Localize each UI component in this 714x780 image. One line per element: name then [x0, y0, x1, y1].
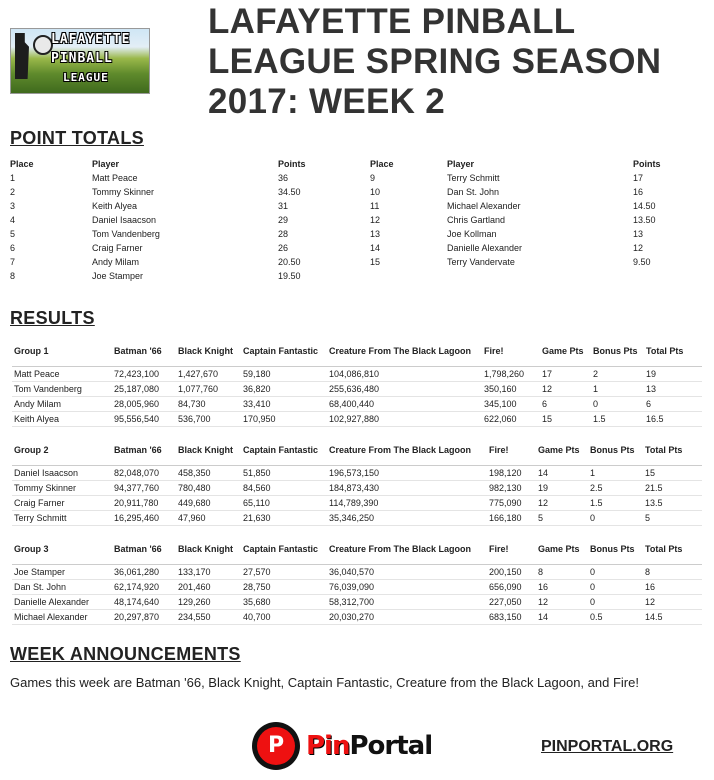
- point-totals-heading: POINT TOTALS: [10, 128, 144, 148]
- column-header: Captain Fantastic: [243, 346, 319, 356]
- score-cell: 114,789,390: [329, 498, 379, 508]
- score-cell: 16: [538, 582, 549, 592]
- place-cell: 11: [370, 201, 380, 211]
- score-cell: 72,423,100: [114, 369, 160, 379]
- points-cell: 20.50: [278, 257, 301, 267]
- table-header-row: [12, 435, 702, 466]
- column-header: Game Pts: [542, 346, 584, 356]
- score-cell: 1,798,260: [484, 369, 525, 379]
- score-cell: 68,400,440: [329, 399, 375, 409]
- score-cell: 59,180: [243, 369, 271, 379]
- score-cell: 775,090: [489, 498, 522, 508]
- score-cell: 15: [542, 414, 553, 424]
- score-cell: 536,700: [178, 414, 211, 424]
- score-cell: 19: [538, 483, 549, 493]
- place-cell: 9: [370, 173, 376, 183]
- place-cell: 7: [10, 257, 16, 267]
- score-cell: 166,180: [489, 513, 522, 523]
- score-cell: 21,630: [243, 513, 271, 523]
- column-header: Black Knight: [178, 544, 234, 554]
- points-cell: 12: [633, 243, 644, 253]
- score-cell: 129,260: [178, 597, 211, 607]
- group-name: Group 3: [14, 544, 49, 554]
- column-header: Bonus Pts: [593, 346, 638, 356]
- score-cell: 82,048,070: [114, 468, 160, 478]
- player-cell: Tommy Skinner: [14, 483, 77, 493]
- score-cell: 58,312,700: [329, 597, 375, 607]
- player-cell: Terry Vandervate: [447, 257, 515, 267]
- player-cell: Tom Vandenberg: [14, 384, 82, 394]
- column-header: Creature From The Black Lagoon: [329, 544, 472, 554]
- column-header: Game Pts: [538, 445, 580, 455]
- points-cell: 34.50: [278, 187, 301, 197]
- score-cell: 76,039,090: [329, 582, 375, 592]
- score-cell: 8: [538, 567, 544, 577]
- place-cell: 2: [10, 187, 16, 197]
- score-cell: 1,427,670: [178, 369, 219, 379]
- score-cell: 622,060: [484, 414, 517, 424]
- column-header-player: Player: [447, 158, 475, 169]
- score-cell: 16: [645, 582, 656, 592]
- table-row: [10, 241, 350, 255]
- score-cell: 94,377,760: [114, 483, 160, 493]
- logo-line-3: LEAGUE: [63, 71, 109, 84]
- score-cell: 14: [538, 468, 549, 478]
- score-cell: 0: [593, 399, 599, 409]
- player-cell: Joe Kollman: [447, 229, 497, 239]
- score-cell: 0: [590, 597, 596, 607]
- place-cell: 1: [10, 173, 16, 183]
- column-header: Game Pts: [538, 544, 580, 554]
- table-row: [12, 367, 702, 382]
- page-header: [10, 2, 710, 121]
- points-cell: 29: [278, 215, 289, 225]
- score-cell: 2: [593, 369, 599, 379]
- table-row: [12, 382, 702, 397]
- place-cell: 3: [10, 201, 16, 211]
- player-cell: Matt Peace: [92, 173, 138, 183]
- score-cell: 255,636,480: [329, 384, 380, 394]
- score-cell: 13.5: [645, 498, 663, 508]
- score-cell: 0: [590, 513, 596, 523]
- score-cell: 27,570: [243, 567, 271, 577]
- table-row: [12, 580, 702, 595]
- player-cell: Terry Schmitt: [14, 513, 67, 523]
- table-header-row: [12, 534, 702, 565]
- score-cell: 982,130: [489, 483, 522, 493]
- player-cell: Keith Alyea: [92, 201, 138, 211]
- score-cell: 170,950: [243, 414, 276, 424]
- score-cell: 28,005,960: [114, 399, 160, 409]
- player-cell: Tommy Skinner: [92, 187, 155, 197]
- score-cell: 84,730: [178, 399, 206, 409]
- column-header: Fire!: [484, 346, 504, 356]
- score-cell: 1: [590, 468, 596, 478]
- score-cell: 36,061,280: [114, 567, 160, 577]
- score-cell: 28,750: [243, 582, 271, 592]
- indiana-state-icon: [15, 33, 29, 79]
- column-header-player: Player: [92, 158, 120, 169]
- table-row: [12, 412, 702, 427]
- logo-line-2: PINBALL: [51, 51, 113, 66]
- logo-line-1: LAFAYETTE: [51, 32, 131, 47]
- table-row: [10, 199, 350, 213]
- column-header: Fire!: [489, 445, 509, 455]
- page-title: LAFAYETTE PINBALL LEAGUE SPRING SEASON 2017: WEEK 2: [208, 2, 662, 121]
- score-cell: 449,680: [178, 498, 211, 508]
- brand-pin: Pin: [306, 731, 350, 761]
- table-row: [10, 269, 350, 283]
- score-cell: 1.5: [590, 498, 603, 508]
- week-announcements-heading: WEEK ANNOUNCEMENTS: [10, 644, 241, 664]
- table-row: [12, 481, 702, 496]
- results-heading: RESULTS: [10, 308, 95, 328]
- column-header-place: Place: [10, 158, 34, 169]
- player-cell: Joe Stamper: [92, 271, 144, 281]
- score-cell: 8: [645, 567, 651, 577]
- player-cell: Chris Gartland: [447, 215, 506, 225]
- score-cell: 200,150: [489, 567, 522, 577]
- place-cell: 14: [370, 243, 381, 253]
- table-row: [10, 185, 350, 199]
- table-row: [12, 397, 702, 412]
- score-cell: 36,040,570: [329, 567, 375, 577]
- score-cell: 12: [645, 597, 656, 607]
- player-cell: Joe Stamper: [14, 567, 66, 577]
- score-cell: 780,480: [178, 483, 211, 493]
- score-cell: 0: [590, 567, 596, 577]
- player-cell: Dan St. John: [14, 582, 67, 592]
- score-cell: 21.5: [645, 483, 663, 493]
- pinportal-logo[interactable]: [252, 722, 452, 774]
- place-cell: 13: [370, 229, 381, 239]
- table-row: [370, 213, 710, 227]
- table-row: [370, 185, 710, 199]
- table-row: [10, 227, 350, 241]
- score-cell: 1: [593, 384, 599, 394]
- point-totals-table-left: [10, 156, 350, 283]
- column-header: Total Pts: [645, 445, 683, 455]
- score-cell: 345,100: [484, 399, 517, 409]
- state-seal-icon: [33, 35, 53, 55]
- score-cell: 227,050: [489, 597, 522, 607]
- score-cell: 0.5: [590, 612, 603, 622]
- table-row: [10, 171, 350, 185]
- column-header-place: Place: [370, 158, 394, 169]
- column-header: Captain Fantastic: [243, 445, 319, 455]
- player-cell: Craig Farner: [92, 243, 143, 253]
- table-row: [370, 227, 710, 241]
- points-cell: 16: [633, 187, 644, 197]
- column-header-points: Points: [278, 158, 306, 169]
- table-row: [10, 213, 350, 227]
- score-cell: 2.5: [590, 483, 603, 493]
- score-cell: 6: [646, 399, 652, 409]
- score-cell: 5: [538, 513, 544, 523]
- points-cell: 9.50: [633, 257, 651, 267]
- score-cell: 25,187,080: [114, 384, 160, 394]
- place-cell: 10: [370, 187, 381, 197]
- score-cell: 14: [538, 612, 549, 622]
- score-cell: 5: [645, 513, 651, 523]
- score-cell: 95,556,540: [114, 414, 160, 424]
- table-row: [12, 565, 702, 580]
- player-cell: Daniel Isaacson: [92, 215, 157, 225]
- score-cell: 15: [645, 468, 656, 478]
- table-row: [12, 610, 702, 625]
- score-cell: 20,911,780: [114, 498, 159, 508]
- column-header: Bonus Pts: [590, 544, 635, 554]
- score-cell: 36,820: [243, 384, 271, 394]
- score-cell: 16.5: [646, 414, 664, 424]
- place-cell: 6: [10, 243, 16, 253]
- table-row: [370, 241, 710, 255]
- score-cell: 48,174,640: [114, 597, 160, 607]
- score-cell: 350,160: [484, 384, 517, 394]
- score-cell: 133,170: [178, 567, 211, 577]
- score-cell: 13: [646, 384, 657, 394]
- place-cell: 15: [370, 257, 381, 267]
- score-cell: 35,680: [243, 597, 271, 607]
- player-cell: Matt Peace: [14, 369, 60, 379]
- points-cell: 14.50: [633, 201, 656, 211]
- score-cell: 201,460: [178, 582, 211, 592]
- table-row: [370, 255, 710, 269]
- score-cell: 198,120: [489, 468, 522, 478]
- score-cell: 12: [542, 384, 553, 394]
- points-cell: 19.50: [278, 271, 301, 281]
- score-cell: 33,410: [243, 399, 271, 409]
- score-cell: 1,077,760: [178, 384, 219, 394]
- results-table-group-3: [12, 534, 702, 625]
- score-cell: 12: [538, 498, 549, 508]
- player-cell: Tom Vandenberg: [92, 229, 160, 239]
- column-header: Batman '66: [114, 346, 162, 356]
- player-cell: Michael Alexander: [447, 201, 521, 211]
- score-cell: 51,850: [243, 468, 271, 478]
- score-cell: 40,700: [243, 612, 271, 622]
- column-header: Total Pts: [645, 544, 683, 554]
- player-cell: Michael Alexander: [14, 612, 88, 622]
- score-cell: 17: [542, 369, 553, 379]
- player-cell: Danielle Alexander: [447, 243, 523, 253]
- player-cell: Andy Milam: [14, 399, 62, 409]
- table-row: [10, 255, 350, 269]
- score-cell: 14.5: [645, 612, 663, 622]
- player-cell: Craig Farner: [14, 498, 65, 508]
- points-cell: 28: [278, 229, 289, 239]
- score-cell: 458,350: [178, 468, 211, 478]
- column-header: Black Knight: [178, 445, 234, 455]
- column-header: Batman '66: [114, 544, 162, 554]
- league-logo: [10, 28, 150, 94]
- pinportal-icon: P: [252, 722, 300, 770]
- points-cell: 31: [278, 201, 289, 211]
- score-cell: 234,550: [178, 612, 211, 622]
- announcement-text: Games this week are Batman '66, Black Knight, Captain Fantastic, Creature from the Black Lagoon, and Fire!: [10, 675, 639, 690]
- place-cell: 8: [10, 271, 16, 281]
- player-cell: Danielle Alexander: [14, 597, 90, 607]
- point-totals-table-right: [370, 156, 710, 269]
- table-row: [370, 199, 710, 213]
- points-cell: 13.50: [633, 215, 656, 225]
- player-cell: Dan St. John: [447, 187, 500, 197]
- points-cell: 13: [633, 229, 644, 239]
- column-header: Total Pts: [646, 346, 684, 356]
- column-header: Batman '66: [114, 445, 162, 455]
- table-row: [12, 595, 702, 610]
- score-cell: 62,174,920: [114, 582, 160, 592]
- score-cell: 12: [538, 597, 549, 607]
- results-table-group-1: [12, 336, 702, 427]
- score-cell: 184,873,430: [329, 483, 380, 493]
- score-cell: 19: [646, 369, 657, 379]
- column-header: Creature From The Black Lagoon: [329, 346, 472, 356]
- score-cell: 47,960: [178, 513, 206, 523]
- score-cell: 656,090: [489, 582, 522, 592]
- score-cell: 20,030,270: [329, 612, 375, 622]
- score-cell: 35,346,250: [329, 513, 375, 523]
- place-cell: 12: [370, 215, 381, 225]
- group-name: Group 1: [14, 346, 49, 356]
- player-cell: Keith Alyea: [14, 414, 60, 424]
- column-header-points: Points: [633, 158, 661, 169]
- table-header-row: [12, 336, 702, 367]
- points-cell: 26: [278, 243, 289, 253]
- player-cell: Daniel Isaacson: [14, 468, 79, 478]
- group-name: Group 2: [14, 445, 49, 455]
- column-header: Black Knight: [178, 346, 234, 356]
- score-cell: 102,927,880: [329, 414, 380, 424]
- table-row: [12, 511, 702, 526]
- score-cell: 20,297,870: [114, 612, 160, 622]
- points-cell: 36: [278, 173, 289, 183]
- player-cell: Terry Schmitt: [447, 173, 500, 183]
- table-row: [370, 171, 710, 185]
- column-header: Fire!: [489, 544, 509, 554]
- score-cell: 65,110: [243, 498, 270, 508]
- score-cell: 84,560: [243, 483, 271, 493]
- score-cell: 683,150: [489, 612, 522, 622]
- place-cell: 4: [10, 215, 16, 225]
- player-cell: Andy Milam: [92, 257, 140, 267]
- place-cell: 5: [10, 229, 16, 239]
- score-cell: 196,573,150: [329, 468, 380, 478]
- pinportal-link[interactable]: PINPORTAL.ORG: [541, 738, 674, 755]
- score-cell: 6: [542, 399, 548, 409]
- points-cell: 17: [633, 173, 644, 183]
- table-row: [12, 496, 702, 511]
- column-header: Captain Fantastic: [243, 544, 319, 554]
- results-table-group-2: [12, 435, 702, 526]
- score-cell: 1.5: [593, 414, 606, 424]
- score-cell: 16,295,460: [114, 513, 160, 523]
- column-header: Bonus Pts: [590, 445, 635, 455]
- column-header: Creature From The Black Lagoon: [329, 445, 472, 455]
- brand-portal: Portal: [349, 731, 433, 761]
- table-row: [12, 466, 702, 481]
- score-cell: 104,086,810: [329, 369, 380, 379]
- score-cell: 0: [590, 582, 596, 592]
